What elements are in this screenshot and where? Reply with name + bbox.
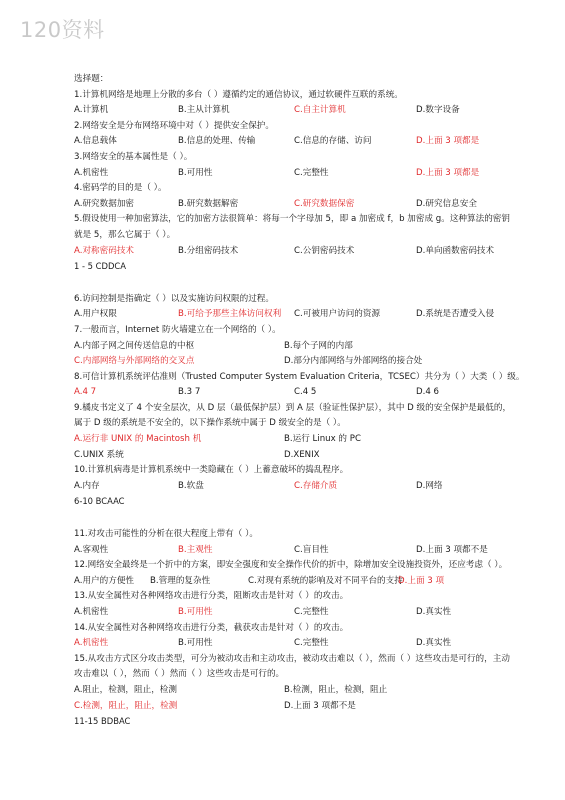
question-text: 9.橘皮书定义了 4 个安全层次，从 D 层（最低保护层）到 A 层（验证性保护层），其中 D 级的安全保护是最低的，属于 D 级的系统是不安全的，以下操作系统中属于 D 级安全的是（ ）。	[74, 402, 512, 429]
question-text: 6.访问控制是指确定（ ）以及实施访问权限的过程。	[74, 293, 274, 304]
question-text: 3.网络安全的基本属性是（ ）。	[74, 151, 193, 162]
question-text: 15.从攻击方式区分攻击类型，可分为被动攻击和主动攻击，被动攻击难以（ ），然而（ ）这些攻击是可行的，主动攻击难以（ ），然而（ ）然而（ ）这些攻击是可行的。	[74, 653, 510, 680]
answer-key: 1 - 5 CDDCA	[74, 261, 126, 272]
question-text: 11.对攻击可能性的分析在很大程度上带有（ ）。	[74, 529, 258, 540]
option-correct: C.内部网络与外部网络的交叉点	[74, 356, 195, 367]
option: A.内部子网之间传送信息的中枢	[74, 340, 195, 351]
option: A.机密性	[74, 607, 109, 617]
option: D.真实性	[416, 638, 452, 649]
option: D.4 6	[416, 387, 440, 398]
option: B.可用性	[178, 167, 213, 178]
question-text: 1.计算机网络是地理上分散的多台（ ）遵循约定的通信协议，通过软硬件互联的系统。	[74, 89, 403, 100]
option: C.完整性	[294, 638, 329, 649]
option: A.用户的方便性	[74, 575, 135, 586]
option: C.信息的存储、访问	[294, 136, 372, 147]
option: B.运行 Linux 的 PC	[284, 434, 361, 445]
option: A.内存	[74, 480, 100, 491]
document-body	[74, 72, 525, 730]
option: C.对现有系统的影响及对不同平台的支持	[248, 575, 403, 586]
question-text: 5.假设使用一种加密算法，它的加密方法很简单：将每一个字母加 5，即 a 加密成 f，b 加密成 g。这种算法的密钥就是 5，那么它属于（ ）。	[74, 214, 510, 240]
option-row	[74, 479, 514, 495]
option-row	[74, 543, 514, 559]
option-correct: B.可给予那些主体访问权利	[178, 309, 282, 320]
option-correct: C.研究数据保密	[294, 198, 355, 209]
option: B.每个子网的内部	[284, 340, 353, 351]
option-correct: C.检测，阻止，阻止，检测	[74, 700, 178, 711]
option: D.XENIX	[284, 449, 320, 460]
watermark: 120资料	[20, 18, 105, 42]
option: A.信息载体	[74, 136, 117, 147]
option: A.计算机	[74, 105, 109, 116]
option-correct: D.上面 3 项都是	[416, 167, 480, 178]
option: C.UNIX 系统	[74, 449, 124, 460]
option: D.系统是否遭受入侵	[416, 309, 495, 320]
option-correct: A.对称密码技术	[74, 245, 135, 256]
option: B.3 7	[178, 387, 201, 398]
option-row	[74, 636, 514, 652]
option: C.盲目性	[294, 544, 329, 555]
option: A.客观性	[74, 544, 109, 555]
option-row	[74, 307, 514, 323]
question-text: 7.一般而言，Internet 防火墙建立在一个网络的（ ）。	[74, 324, 281, 335]
option: B.研究数据解密	[178, 198, 239, 209]
option-correct: C.自主计算机	[294, 105, 346, 116]
option-row	[74, 683, 514, 699]
option-correct: A.4 7	[74, 387, 97, 398]
option: D.上面 3 项都不是	[284, 700, 356, 711]
option: B.信息的处理、传输	[178, 136, 256, 147]
answer-key: 11-15 BDBAC	[74, 716, 131, 727]
section-heading: 选择题：	[74, 74, 109, 84]
option: B.检测，阻止，检测，阻止	[284, 684, 388, 695]
option-row	[74, 699, 514, 715]
option: A.机密性	[74, 167, 109, 178]
option-row	[74, 354, 514, 370]
option-correct: C.存储介质	[294, 480, 338, 491]
option-row	[74, 244, 514, 260]
option-row	[74, 134, 514, 150]
option: B.软盘	[178, 480, 204, 491]
question-text: 4.密码学的目的是（ ）。	[74, 183, 167, 194]
option: C.公钥密码技术	[294, 245, 355, 256]
option-correct: A.运行非 UNIX 的 Macintosh 机	[74, 434, 202, 445]
option-row	[74, 339, 514, 355]
option-row	[74, 448, 514, 464]
option: D.网络	[416, 480, 443, 491]
option-row	[74, 385, 514, 401]
question-text: 12.网络安全最终是一个折中的方案，即安全强度和安全操作代价的折中，除增加安全设施投资外，还应考虑（ ）。	[74, 560, 508, 571]
option: B.主从计算机	[178, 105, 230, 116]
question-text: 14.从安全属性对各种网络攻击进行分类，截获攻击是针对（ ）的攻击。	[74, 622, 349, 633]
question-text: 8.可信计算机系统评估准则（Trusted Computer System Evaluation Criteria，TCSEC）共分为（ ）大类（ ）级。	[74, 371, 525, 382]
option: D.数字设备	[416, 105, 460, 116]
question-text: 13.从安全属性对各种网络攻击进行分类，阻断攻击是针对（ ）的攻击。	[74, 591, 349, 602]
option: A.阻止，检测，阻止，检测	[74, 684, 177, 695]
option: C.完整性	[294, 607, 329, 617]
option: D.真实性	[416, 607, 452, 617]
option: D.上面 3 项都不是	[416, 544, 488, 555]
option: D.研究信息安全	[416, 198, 477, 209]
option: D.单向函数密码技术	[416, 245, 495, 256]
option: C.完整性	[294, 167, 329, 178]
option-row	[74, 103, 514, 119]
option-row	[74, 432, 514, 448]
option: B.分组密码技术	[178, 245, 239, 256]
option: A.用户权限	[74, 309, 117, 320]
option-correct: B.主观性	[178, 544, 213, 555]
answer-key: 6-10 BCAAC	[74, 496, 125, 507]
option-row	[74, 605, 514, 621]
question-text: 2.网络安全是分布网络环境中对（ ）提供安全保护。	[74, 120, 274, 131]
option-correct: D.上面 3 项都是	[416, 136, 480, 147]
question-text: 10.计算机病毒是计算机系统中一类隐藏在（ ）上蓄意破坏的捣乱程序。	[74, 465, 349, 476]
option-row	[74, 166, 514, 182]
option-correct: A.机密性	[74, 638, 109, 649]
option-correct: D.上面 3 项	[398, 575, 445, 586]
option: D.部分内部网络与外部网络的接合处	[284, 356, 423, 367]
spacer	[74, 275, 514, 292]
option: C.可被用户访问的资源	[294, 309, 381, 320]
option-row	[74, 197, 514, 213]
option: B.可用性	[178, 638, 213, 649]
option: B.管理的复杂性	[150, 575, 211, 586]
option: C.4 5	[294, 387, 317, 398]
option-row	[74, 574, 514, 590]
option: A.研究数据加密	[74, 198, 135, 209]
spacer	[74, 510, 514, 527]
option-correct: B.可用性	[178, 607, 213, 617]
